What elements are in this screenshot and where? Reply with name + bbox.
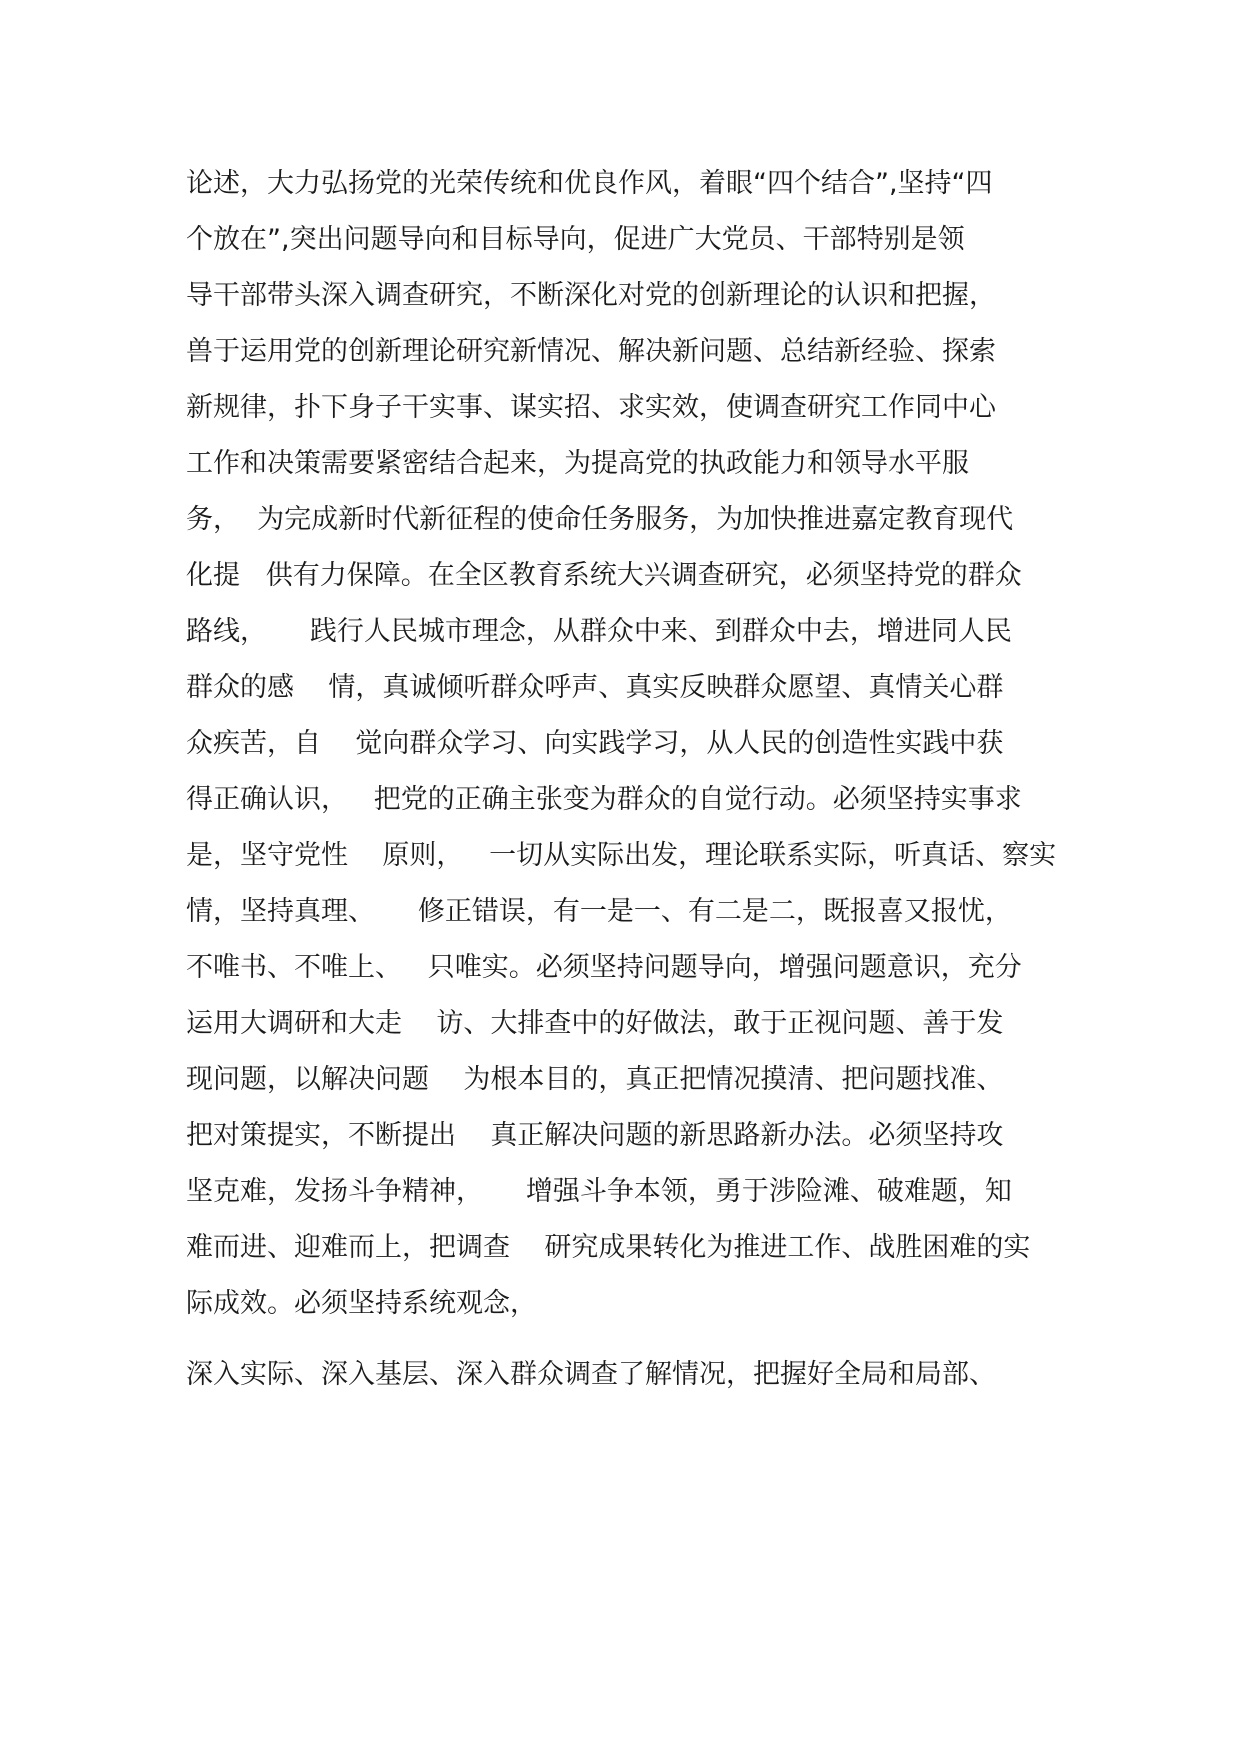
text-line: 把对策提实，不断提出 真正解决问题的新思路新办法。必须坚持攻 bbox=[186, 1120, 1004, 1151]
text-line: 际成效。必须坚持系统观念， bbox=[186, 1288, 537, 1319]
text-line: 论述，大力弘扬党的光荣传统和优良作风，着眼“四个结合”,坚持“四 bbox=[186, 168, 993, 199]
text-line: 务， 为完成新时代新征程的使命任务服务，为加快推进嘉定教育现代 bbox=[186, 504, 1014, 535]
text-line: 路线， 践行人民城市理念，从群众中来、到群众中去，增进同人民 bbox=[186, 616, 1012, 647]
text-line: 难而进、迎难而上，把调查 研究成果转化为推进工作、战胜困难的实 bbox=[186, 1232, 1031, 1263]
paragraph bbox=[186, 156, 1086, 1332]
text-line: 个放在”,突出问题导向和目标导向，促进广大党员、干部特别是领 bbox=[186, 224, 965, 255]
text-line: 群众的感 情，真诚倾听群众呼声、真实反映群众愿望、真情关心群 bbox=[186, 672, 1004, 703]
text-line: 运用大调研和大走 访、大排查中的好做法，敢于正视问题、善于发 bbox=[186, 1008, 1004, 1039]
text-line: 得正确认识， 把党的正确主张变为群众的自觉行动。必须坚持实事求 bbox=[186, 784, 1022, 815]
text-line: 工作和决策需要紧密结合起来，为提高党的执政能力和领导水平服 bbox=[186, 448, 969, 479]
paragraph bbox=[186, 1347, 1086, 1403]
text-line: 现问题，以解决问题 为根本目的，真正把情况摸清、把问题找准、 bbox=[186, 1064, 1004, 1095]
text-line: 兽于运用党的创新理论研究新情况、解决新问题、总结新经验、探索 bbox=[186, 336, 996, 367]
text-line: 化提 供有力保障。在全区教育系统大兴调查研究，必须坚持党的群众 bbox=[186, 560, 1022, 591]
text-line: 导干部带头深入调查研究，不断深化对党的创新理论的认识和把握， bbox=[186, 280, 996, 311]
text-line: 不唯书、不唯上、 只唯实。必须坚持问题导向，增强问题意识，充分 bbox=[186, 952, 1022, 983]
text-line: 众疾苦，自 觉向群众学习、向实践学习，从人民的创造性实践中获 bbox=[186, 728, 1004, 759]
text-line: 坚克难，发扬斗争精神， 增强斗争本领，勇于涉险滩、破难题，知 bbox=[186, 1176, 1012, 1207]
text-line: 是，坚守党性 原则， 一切从实际出发，理论联系实际，听真话、察实 bbox=[186, 840, 1057, 871]
text-line: 深入实际、深入基层、深入群众调查了解情况，把握好全局和局部、 bbox=[186, 1359, 996, 1390]
text-line: 新规律，扑下身子干实事、谋实招、求实效，使调查研究工作同中心 bbox=[186, 392, 996, 423]
text-line: 情，坚持真理、 修正错误，有一是一、有二是二，既报喜又报忧， bbox=[186, 896, 1012, 927]
